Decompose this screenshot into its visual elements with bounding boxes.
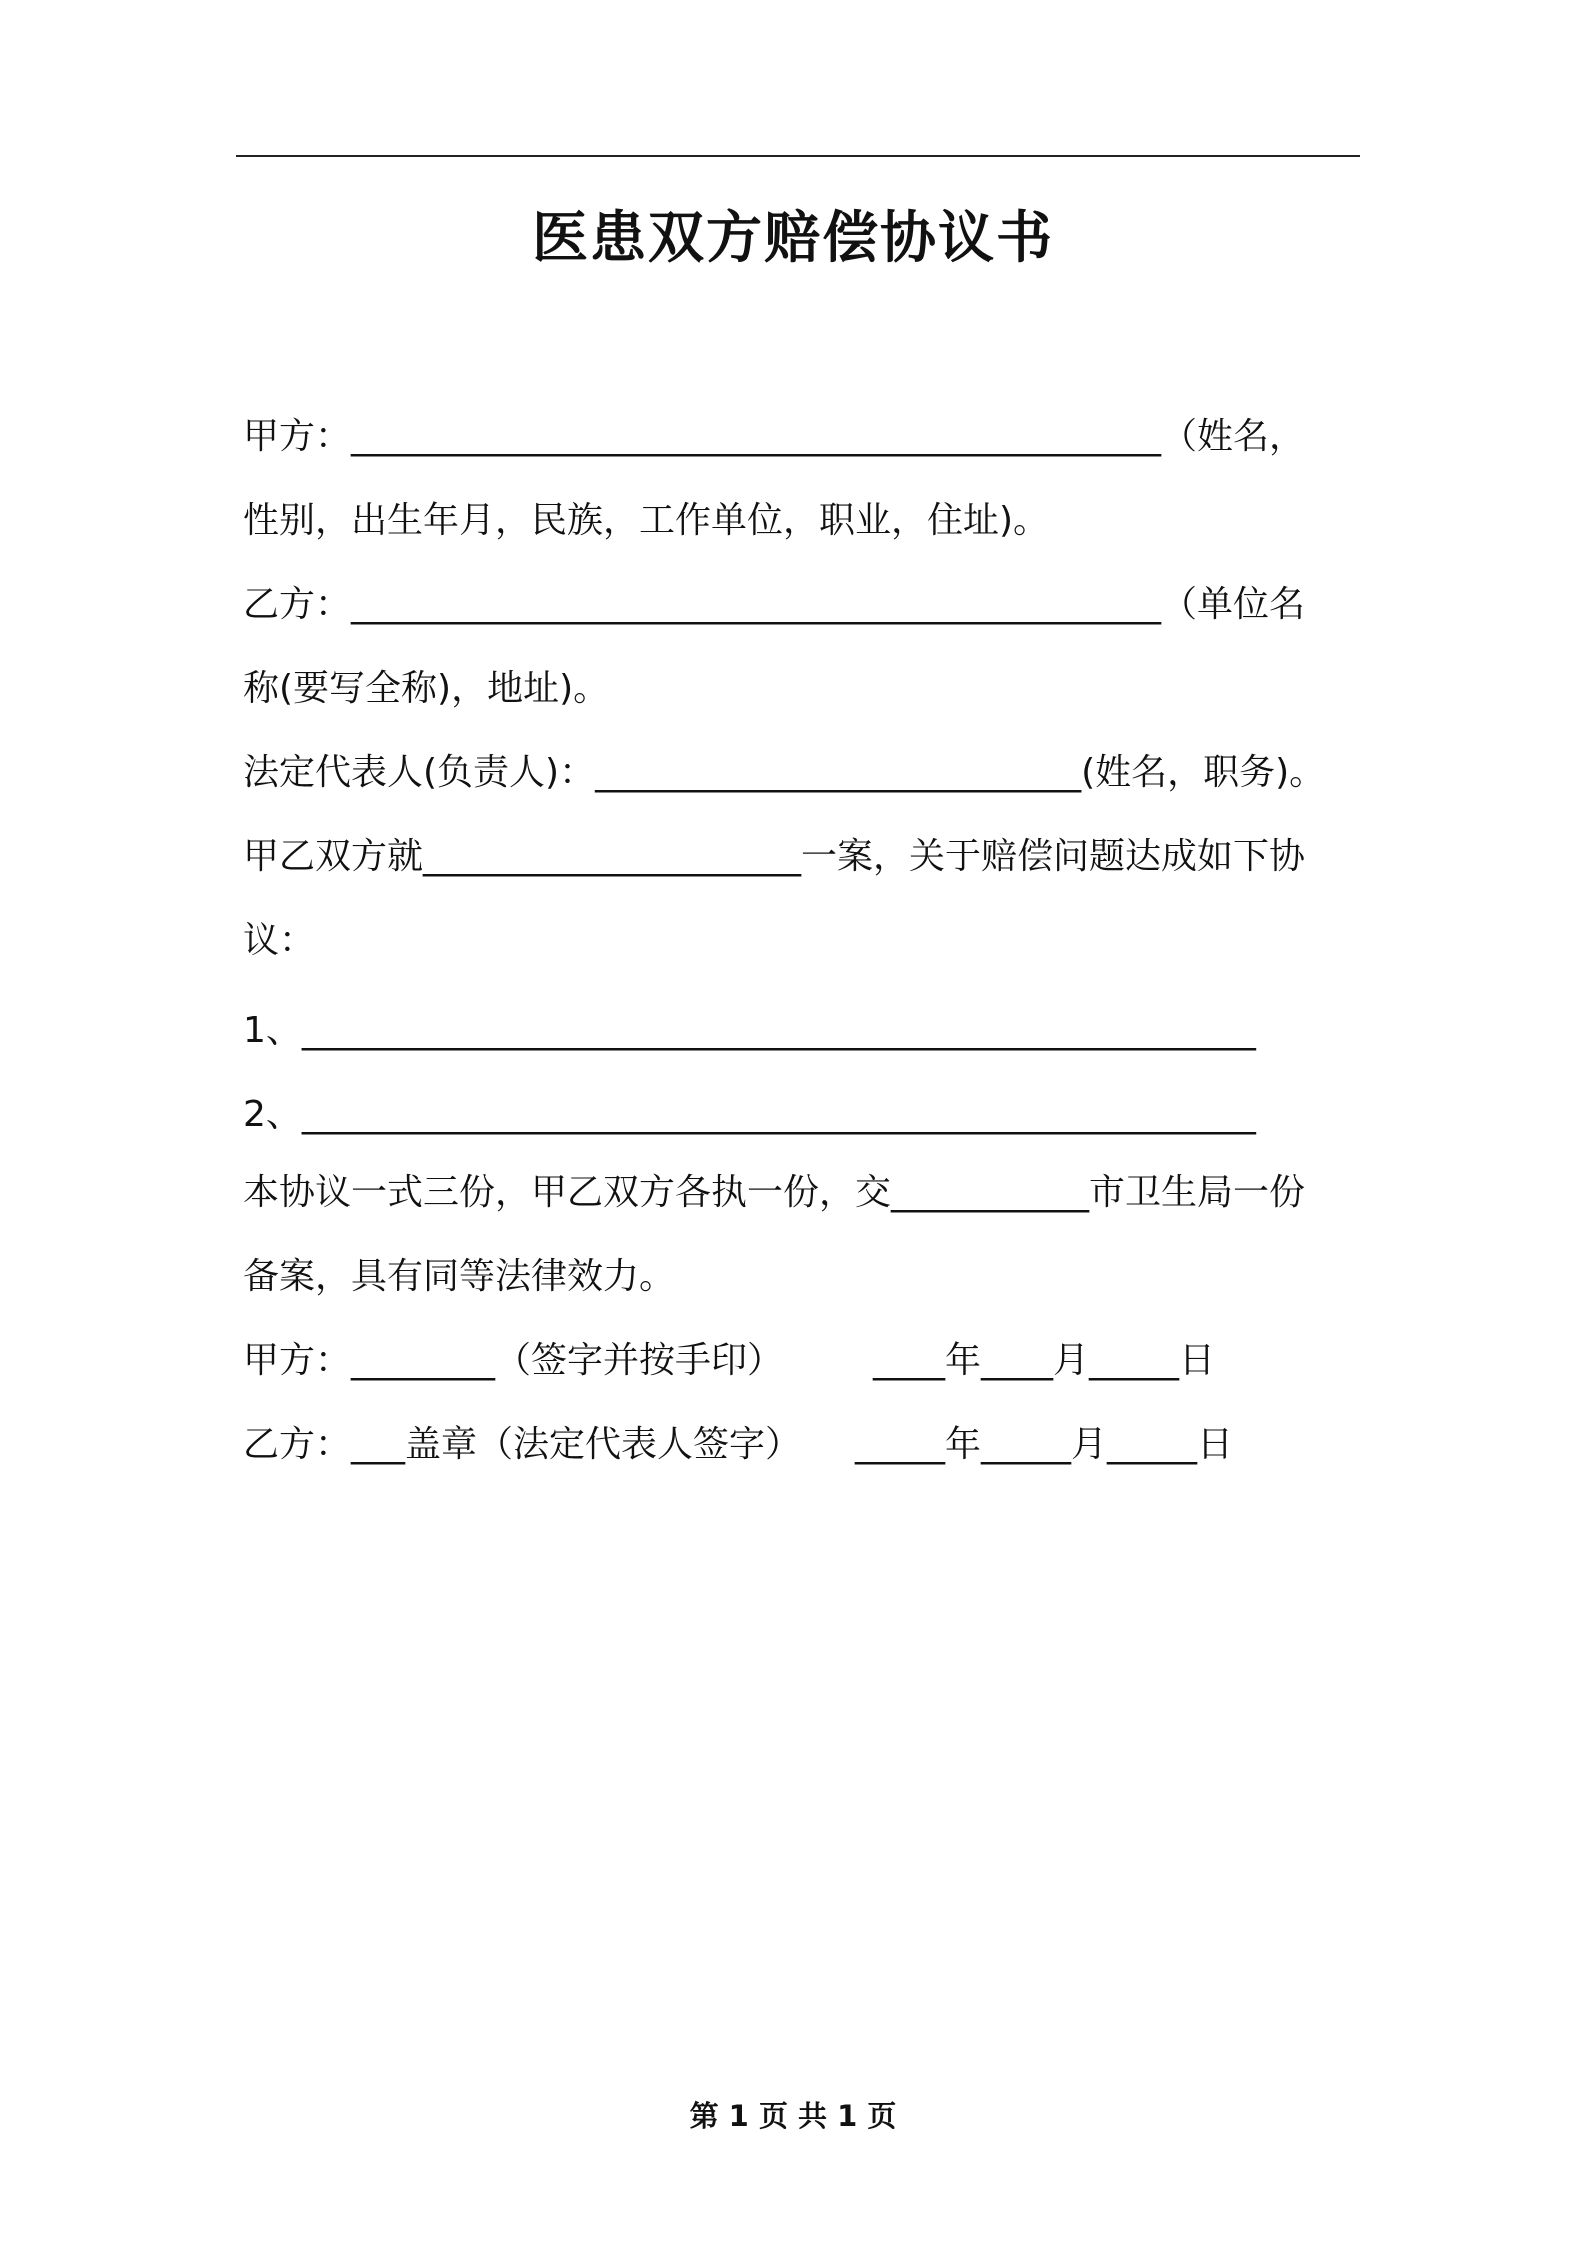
header-rule	[236, 155, 1360, 157]
page-number-footer: 第 1 页 共 1 页	[689, 2099, 897, 2133]
party-a-details-line: 性别，出生年月，民族，工作单位，职业，住址)。	[243, 500, 1050, 541]
agreement-intro-continuation: 议：	[243, 920, 316, 961]
legal-representative-line: 法定代表人(负责人)：___________________________(姓名，职务)。	[243, 752, 1326, 793]
party-a-signature-line: 甲方：________（签字并按手印） ____年____月_____日	[243, 1340, 1216, 1381]
party-b-details-line: 称(要写全称)，地址)。	[243, 668, 610, 709]
document-title: 医患双方赔偿协议书	[532, 206, 1054, 271]
party-a-line: 甲方：_____________________________________________（姓名，	[243, 416, 1306, 457]
copies-line: 本协议一式三份，甲乙双方各执一份，交___________市卫生局一份	[243, 1172, 1306, 1213]
copies-continuation-line: 备案，具有同等法律效力。	[243, 1256, 676, 1297]
clause-2-line: 2、_____________________________________________________	[243, 1094, 1256, 1135]
clause-1-line: 1、_____________________________________________________	[243, 1010, 1256, 1051]
party-b-signature-line: 乙方：___盖章（法定代表人签字） _____年_____月_____日	[243, 1424, 1234, 1465]
party-b-line: 乙方：_____________________________________________（单位名	[243, 584, 1306, 625]
agreement-intro-line: 甲乙双方就_____________________一案，关于赔偿问题达成如下协	[243, 836, 1306, 877]
